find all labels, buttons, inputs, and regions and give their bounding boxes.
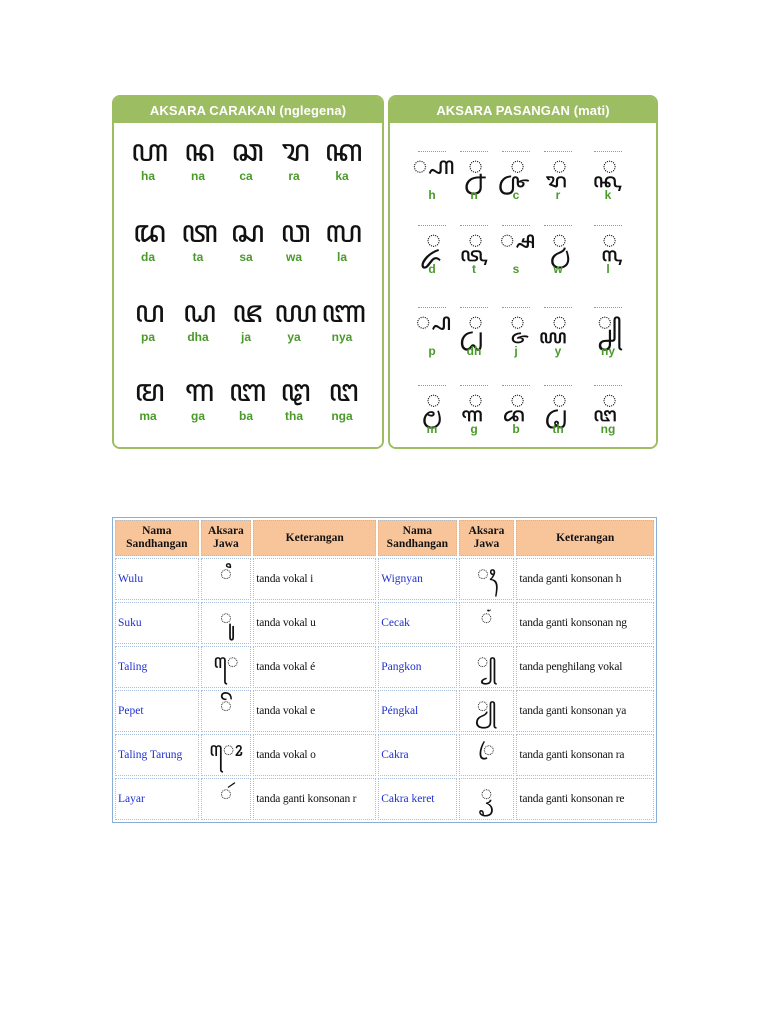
pasangan-letter-p	[410, 307, 454, 358]
latin-label: ca	[239, 169, 253, 183]
pasangan-letter-c	[494, 151, 538, 202]
carakan-letter-ha	[126, 133, 170, 183]
sandhangan-glyph: ꦸ	[201, 602, 252, 644]
pasangan-letter-ng	[586, 385, 630, 436]
latin-label: ya	[287, 330, 301, 344]
header-keterangan-2: Keterangan	[516, 520, 654, 556]
pasangan-letter-r	[536, 151, 580, 202]
latin-label: sa	[239, 250, 253, 264]
pasangan-glyph: ꧀ꦪ	[552, 307, 564, 336]
pasangan-letter-w	[536, 225, 580, 276]
latin-label: ma	[139, 409, 157, 423]
pasangan-glyph: ꧀ꦠ	[468, 225, 480, 254]
sandhangan-name: Cakra keret	[378, 778, 456, 820]
sandhangan-description: tanda ganti konsonan ya	[516, 690, 654, 732]
latin-label: na	[190, 169, 205, 183]
pasangan-title: AKSARA PASANGAN (mati)	[390, 97, 656, 123]
aksara-glyph: ꦛ	[280, 373, 308, 409]
carakan-letter-nga	[320, 373, 364, 423]
aksara-glyph: ꦗ	[232, 294, 260, 330]
latin-label: g	[470, 422, 478, 436]
latin-label: r	[555, 188, 561, 202]
sandhangan-name: Cakra	[378, 734, 456, 776]
carakan-letter-ta	[176, 214, 220, 264]
aksara-glyph: ꦢ	[133, 214, 163, 250]
sandhangan-glyph: ꦁ	[459, 602, 515, 644]
pasangan-glyph: ꧀ꦏ	[602, 151, 614, 180]
sandhangan-glyph: ꦂ	[201, 778, 252, 820]
carakan-letter-ka	[320, 133, 364, 183]
latin-label: nga	[331, 409, 353, 423]
pasangan-letter-h	[410, 151, 454, 202]
latin-label: ka	[335, 169, 349, 183]
sandhangan-name: Taling	[115, 646, 199, 688]
sandhangan-glyph: ꧀	[459, 646, 515, 688]
latin-label: ba	[238, 409, 253, 423]
sandhangan-name: Taling Tarung	[115, 734, 199, 776]
carakan-letter-ga	[176, 373, 220, 423]
sandhangan-name: Wignyan	[378, 558, 456, 600]
aksara-glyph: ꦮ	[280, 214, 308, 250]
aksara-glyph: ꦱ	[230, 214, 262, 250]
sandhangan-description: tanda vokal u	[253, 602, 376, 644]
pasangan-glyph: ꧀ꦝ	[468, 307, 480, 336]
carakan-letter-wa	[272, 214, 316, 264]
latin-label: ta	[192, 250, 204, 264]
pasangan-letter-l	[586, 225, 630, 276]
pasangan-letter-th	[536, 385, 580, 436]
sandhangan-description: tanda ganti konsonan r	[253, 778, 376, 820]
pasangan-glyph: ꧀ꦢ	[426, 225, 438, 254]
sandhangan-glyph: ꦿ	[459, 734, 515, 776]
carakan-letter-pa	[126, 294, 170, 344]
carakan-grid	[114, 123, 382, 447]
latin-label: m	[426, 422, 438, 436]
latin-label: dha	[187, 330, 209, 344]
latin-label: w	[553, 262, 563, 276]
carakan-letter-la	[320, 214, 364, 264]
aksara-glyph: ꦪ	[274, 294, 314, 330]
table-row	[115, 558, 654, 600]
latin-label: pa	[140, 330, 155, 344]
aksara-glyph: ꦥ	[134, 294, 162, 330]
latin-label: la	[336, 250, 347, 264]
pasangan-glyph: ꧀ꦧ	[510, 385, 522, 414]
latin-label: dh	[466, 344, 482, 358]
pasangan-letter-d	[410, 225, 454, 276]
table-header-row	[115, 520, 654, 556]
header-nama-sandhangan: Nama Sandhangan	[115, 520, 199, 556]
pasangan-letter-s	[494, 225, 538, 276]
pasangan-glyph: ꧀ꦮ	[552, 225, 564, 254]
pasangan-glyph: ꧀ꦛ	[552, 385, 564, 414]
sandhangan-glyph: ꦃ	[459, 558, 515, 600]
carakan-panel	[112, 95, 384, 449]
header-aksara-jawa: Aksara Jawa	[201, 520, 252, 556]
latin-label: n	[470, 188, 478, 202]
carakan-title: AKSARA CARAKAN (nglegena)	[114, 97, 382, 123]
pasangan-glyph: ꧀ꦗ	[510, 307, 522, 336]
table-row	[115, 734, 654, 776]
latin-label: b	[512, 422, 520, 436]
carakan-letter-da	[126, 214, 170, 264]
sandhangan-table	[112, 517, 657, 823]
latin-label: th	[552, 422, 564, 436]
pasangan-letter-k	[586, 151, 630, 202]
pasangan-letter-t	[452, 225, 496, 276]
aksara-glyph: ꦭ	[324, 214, 359, 250]
pasangan-glyph: ꧀ꦥ	[415, 307, 449, 336]
carakan-letter-ja	[224, 294, 268, 344]
pasangan-glyph: ꧀ꦚ	[597, 307, 619, 336]
latin-label: nya	[331, 330, 353, 344]
sandhangan-name: Wulu	[115, 558, 199, 600]
latin-label: d	[428, 262, 436, 276]
sandhangan-glyph: ꦺ	[201, 646, 252, 688]
aksara-glyph: ꦲ	[130, 133, 166, 169]
pasangan-letter-m	[410, 385, 454, 436]
pasangan-letter-ny	[586, 307, 630, 358]
table-row	[115, 778, 654, 820]
sandhangan-glyph: ꦺꦴ	[201, 734, 252, 776]
latin-label: ny	[600, 344, 615, 358]
sandhangan-name: Péngkal	[378, 690, 456, 732]
sandhangan-glyph: ꦾ	[459, 690, 515, 732]
sandhangan-name: Pangkon	[378, 646, 456, 688]
latin-label: tha	[285, 409, 303, 423]
latin-label: ra	[288, 169, 300, 183]
table-row	[115, 646, 654, 688]
aksara-glyph: ꦠ	[181, 214, 215, 250]
latin-label: c	[512, 188, 520, 202]
carakan-letter-ma	[126, 373, 170, 423]
latin-label: da	[140, 250, 155, 264]
sandhangan-glyph: ꦽ	[459, 778, 515, 820]
sandhangan-name: Suku	[115, 602, 199, 644]
aksara-glyph: ꦤ	[184, 133, 212, 169]
pasangan-panel	[388, 95, 658, 449]
carakan-letter-ba	[224, 373, 268, 423]
sandhangan-name: Layar	[115, 778, 199, 820]
latin-label: h	[428, 188, 436, 202]
sandhangan-glyph: ꦼ	[201, 690, 252, 732]
sandhangan-name: Cecak	[378, 602, 456, 644]
sandhangan-description: tanda ganti konsonan re	[516, 778, 654, 820]
aksara-glyph: ꦫ	[281, 133, 307, 169]
pasangan-glyph: ꧀ꦫ	[552, 151, 564, 180]
carakan-letter-ya	[272, 294, 316, 344]
latin-label: ng	[600, 422, 616, 436]
carakan-letter-ra	[272, 133, 316, 183]
aksara-glyph: ꦩ	[134, 373, 162, 409]
aksara-glyph: ꦝ	[182, 294, 214, 330]
carakan-letter-tha	[272, 373, 316, 423]
pasangan-letter-n	[452, 151, 496, 202]
pasangan-letter-y	[536, 307, 580, 358]
sandhangan-description: tanda ganti konsonan ng	[516, 602, 654, 644]
pasangan-letter-b	[494, 385, 538, 436]
table-row	[115, 690, 654, 732]
latin-label: wa	[285, 250, 302, 264]
pasangan-glyph: ꧀ꦔ	[602, 385, 614, 414]
pasangan-letter-j	[494, 307, 538, 358]
sandhangan-description: tanda penghilang vokal	[516, 646, 654, 688]
aksara-glyph: ꦕ	[231, 133, 261, 169]
table-row	[115, 602, 654, 644]
pasangan-letter-dh	[452, 307, 496, 358]
latin-label: s	[512, 262, 520, 276]
aksara-chart-image	[112, 95, 658, 451]
pasangan-glyph: ꧀ꦒ	[468, 385, 480, 414]
pasangan-letter-g	[452, 385, 496, 436]
carakan-letter-sa	[224, 214, 268, 264]
latin-label: j	[514, 344, 518, 358]
sandhangan-glyph: ꦶ	[201, 558, 252, 600]
sandhangan-description: tanda vokal o	[253, 734, 376, 776]
sandhangan-description: tanda vokal é	[253, 646, 376, 688]
latin-label: ja	[240, 330, 251, 344]
sandhangan-description: tanda vokal e	[253, 690, 376, 732]
pasangan-glyph: ꧀ꦱ	[499, 225, 533, 254]
sandhangan-description: tanda vokal i	[253, 558, 376, 600]
pasangan-glyph: ꧀ꦩ	[426, 385, 438, 414]
pasangan-glyph: ꧀ꦕ	[510, 151, 522, 180]
aksara-glyph: ꦒ	[184, 373, 212, 409]
aksara-glyph: ꦧ	[228, 373, 264, 409]
aksara-glyph: ꦚ	[321, 294, 363, 330]
carakan-letter-ca	[224, 133, 268, 183]
latin-label: l	[606, 262, 610, 276]
latin-label: k	[604, 188, 612, 202]
carakan-letter-dha	[176, 294, 220, 344]
header-keterangan: Keterangan	[253, 520, 376, 556]
pasangan-grid	[390, 123, 656, 447]
latin-label: y	[554, 344, 562, 358]
latin-label: ha	[140, 169, 155, 183]
aksara-glyph: ꦏ	[324, 133, 360, 169]
sandhangan-name: Pepet	[115, 690, 199, 732]
latin-label: ga	[190, 409, 205, 423]
header-nama-sandhangan-2: Nama Sandhangan	[378, 520, 456, 556]
carakan-letter-nya	[320, 294, 364, 344]
latin-label: t	[472, 262, 476, 276]
sandhangan-description: tanda ganti konsonan ra	[516, 734, 654, 776]
header-aksara-jawa-2: Aksara Jawa	[459, 520, 515, 556]
pasangan-glyph: ꧀ꦲ	[412, 151, 452, 180]
aksara-glyph: ꦔ	[328, 373, 356, 409]
pasangan-glyph: ꧀ꦭ	[602, 225, 614, 254]
sandhangan-description: tanda ganti konsonan h	[516, 558, 654, 600]
latin-label: p	[428, 344, 436, 358]
carakan-letter-na	[176, 133, 220, 183]
pasangan-glyph: ꧀ꦤ	[468, 151, 480, 180]
